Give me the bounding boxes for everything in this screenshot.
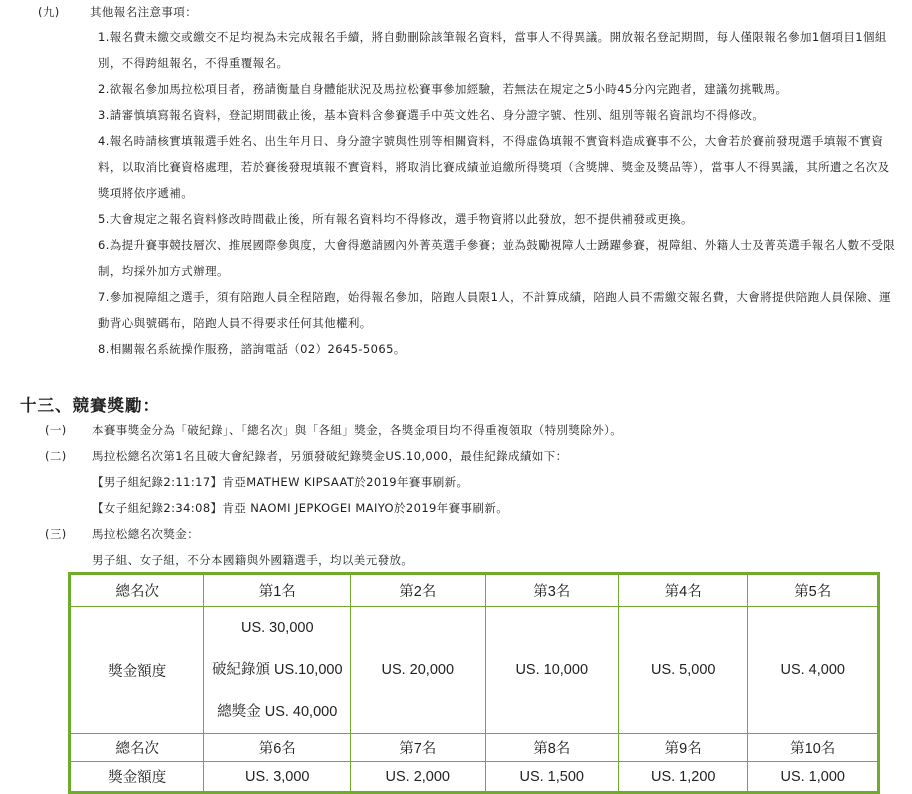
table-row bbox=[70, 762, 879, 793]
rank-cell: 第1名 bbox=[204, 574, 351, 607]
amount-cell: US. 1,500 bbox=[485, 762, 618, 793]
rank-cell: 第9名 bbox=[618, 734, 747, 762]
first-place-base: US. 30,000 bbox=[240, 620, 314, 636]
item2-marker: (二) bbox=[45, 449, 67, 463]
rank-cell: 第7名 bbox=[351, 734, 485, 762]
note-item-1: 1.報名費未繳交或繳交不足均視為未完成報名手續，將自動刪除該筆報名資料，當事人不得異議。開放報名登記期間，每人僅限報名參加1個項目1個組別，不得跨組報名，不得重覆報名。 bbox=[98, 30, 887, 70]
amount-cell: US. 1,200 bbox=[618, 762, 747, 793]
section9-title: 其他報名注意事項： bbox=[90, 5, 198, 19]
amount-cell: US. 2,000 bbox=[351, 762, 485, 793]
first-place-total: 總獎金 US. 40,000 bbox=[217, 704, 338, 720]
note-item-7: 7.參加視障組之選手，須有陪跑人員全程陪跑，始得報名參加，陪跑人員限1人，不計算成績，陪跑人員不需繳交報名費，大會將提供陪跑人員保險、運動背心與號碼布，陪跑人員不得要求任何其他權利。 bbox=[98, 290, 891, 330]
first-place-amount-cell bbox=[204, 607, 351, 734]
rank-cell: 第8名 bbox=[485, 734, 618, 762]
amount-header-cell: 獎金額度 bbox=[70, 607, 204, 734]
note-item-4: 4.報名時請核實填報選手姓名、出生年月日、身分證字號與性別等相關資料，不得虛偽填報不實資料造成賽事不公，大會若於賽前發現選手填報不實資料，以取消比賽資格處理，若於賽後發現填報不實資料，將取消比賽成績並追繳所得獎項（含獎牌、獎金及獎品等），當事人不得異議，其所遺之名次及獎項將依序遞補。 bbox=[98, 134, 890, 200]
amount-header-cell: 獎金額度 bbox=[70, 762, 204, 793]
item3-marker: (三) bbox=[45, 527, 67, 541]
first-place-record-bonus: 破紀錄頒 US.10,000 bbox=[211, 662, 343, 678]
male-record: 【男子組紀錄2:11:17】肯亞MATHEW KIPSAAT於2019年賽事刷新。 bbox=[92, 475, 469, 489]
note-item-6: 6.為提升賽事競技層次、推展國際參與度，大會得邀請國內外菁英選手參賽；並為鼓勵視障人士踴躍參賽，視障組、外籍人士及菁英選手報名人數不受限制，均採外加方式辦理。 bbox=[98, 238, 896, 278]
item1-marker: (一) bbox=[45, 423, 67, 437]
amount-cell: US. 5,000 bbox=[618, 607, 747, 734]
note-item-5: 5.大會規定之報名資料修改時間截止後，所有報名資料均不得修改，選手物資將以此發放，恕不提供補發或更換。 bbox=[98, 212, 693, 226]
section13-heading: 十三、競賽獎勵： bbox=[20, 396, 160, 415]
rank-header-cell: 總名次 bbox=[70, 734, 204, 762]
amount-cell: US. 20,000 bbox=[351, 607, 485, 734]
amount-cell: US. 10,000 bbox=[485, 607, 618, 734]
section9-marker: (九) bbox=[38, 5, 60, 19]
table-row bbox=[70, 574, 879, 607]
amount-cell: US. 3,000 bbox=[204, 762, 351, 793]
rank-cell: 第6名 bbox=[204, 734, 351, 762]
rank-header-cell: 總名次 bbox=[70, 574, 204, 607]
female-record: 【女子組紀錄2:34:08】肯亞 NAOMI JEPKOGEI MAIYO於2019年賽事刷新。 bbox=[92, 501, 509, 515]
note-item-8: 8.相關報名系統操作服務，諮詢電話（02）2645-5065。 bbox=[98, 342, 406, 356]
item1-text: 本賽事獎金分為「破紀錄」、「總名次」與「各組」獎金，各獎金項目均不得重複領取（特別獎除外）。 bbox=[92, 423, 623, 437]
amount-cell: US. 4,000 bbox=[748, 607, 879, 734]
rank-cell: 第10名 bbox=[748, 734, 879, 762]
rank-cell: 第2名 bbox=[351, 574, 485, 607]
table-row bbox=[70, 607, 879, 734]
rank-cell: 第4名 bbox=[618, 574, 747, 607]
rank-cell: 第5名 bbox=[748, 574, 879, 607]
amount-cell: US. 1,000 bbox=[748, 762, 879, 793]
note-item-2: 2.欲報名參加馬拉松項目者，務請衡量自身體能狀況及馬拉松賽事參加經驗，若無法在規定之5小時45分內完跑者，建議勿挑戰馬。 bbox=[98, 82, 788, 96]
item3-text: 馬拉松總名次獎金： bbox=[92, 527, 200, 541]
item2-text: 馬拉松總名次第1名且破大會紀錄者，另頒發破紀錄獎金US.10,000，最佳紀錄成績如下： bbox=[92, 449, 568, 463]
note-item-3: 3.請審慎填寫報名資料，登記期間截止後，基本資料含參賽選手中英文姓名、身分證字號、性別、組別等報名資訊均不得修改。 bbox=[98, 108, 765, 122]
prize-table bbox=[68, 572, 880, 794]
rank-cell: 第3名 bbox=[485, 574, 618, 607]
table-row bbox=[70, 734, 879, 762]
item3-subtext: 男子組、女子組，不分本國籍與外國籍選手，均以美元發放。 bbox=[92, 553, 414, 567]
